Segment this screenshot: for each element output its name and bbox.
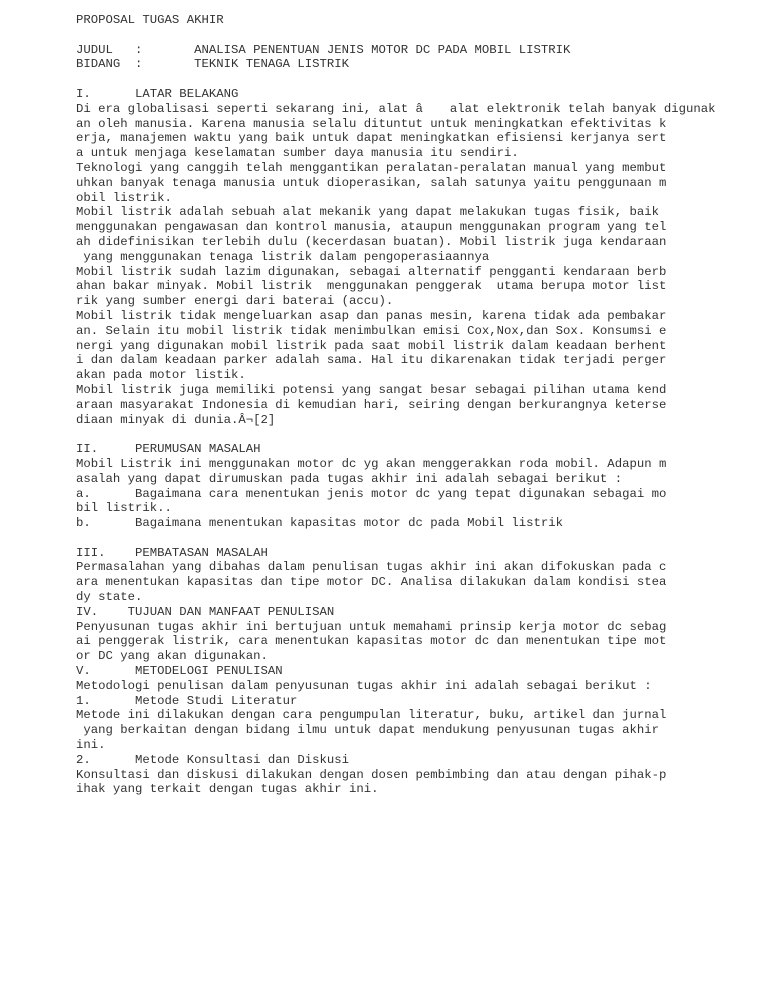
spacer [76,427,756,442]
body-line: Mobil listrik juga memiliki potensi yang sangat besar sebagai pilihan utama kend [76,382,667,397]
bidang-line: BIDANG : TEKNIK TENAGA LISTRIK [76,57,350,72]
body-line: araan masyarakat Indonesia di kemudian hari, seiring dengan berkurangnya keterse [76,397,667,412]
body-line: ahan bakar minyak. Mobil listrik menggunakan penggerak utama berupa motor list [76,279,667,294]
document-page [76,13,756,797]
body-line: ai penggerak listrik, cara menentukan kapasitas motor dc dan menentukan tipe mot [76,634,667,649]
section-title-latar-belakang: I. LATAR BELAKANG [76,86,239,101]
body-line: a untuk menjaga keselamatan sumber daya manusia itu sendiri. [76,146,519,161]
section-title-perumusan-masalah: II. PERUMUSAN MASALAH [76,442,261,457]
body-line: menggunakan pengawasan dan kontrol manusia, ataupun menggunakan program yang tel [76,220,667,235]
body-line: nergi yang digunakan mobil listrik pada saat mobil listrik dalam keadaan berhent [76,338,667,353]
body-line: i dan dalam keadaan parker adalah sama. Hal itu dikarenakan tidak terjadi perger [76,353,667,368]
body-line: an oleh manusia. Karena manusia selalu dituntut untuk meningkatkan efektivitas k [76,116,667,131]
body-line: Di era globalisasi seperti sekarang ini, alat â alat elektronik telah banyak digunak [76,101,716,116]
body-line: erja, manajemen waktu yang baik untuk dapat meningkatkan efisiensi kerjanya sert [76,131,667,146]
body-line: Permasalahan yang dibahas dalam penulisan tugas akhir ini akan difokuskan pada c [76,560,667,575]
body-line: ihak yang terkait dengan tugas akhir ini. [76,782,379,797]
body-line: obil listrik. [76,190,172,205]
list-item-b: b. Bagaimana menentukan kapasitas motor dc pada Mobil listrik [76,516,564,531]
body-line: Mobil listrik adalah sebuah alat mekanik yang dapat melakukan tugas fisik, baik [76,205,659,220]
body-line: Mobil listrik tidak mengeluarkan asap dan panas mesin, karena tidak ada pembakar [76,308,667,323]
body-line: Mobil Listrik ini menggunakan motor dc yg akan menggerakkan roda mobil. Adapun m [76,456,667,471]
spacer [76,72,756,87]
body-line: ah didefinisikan terlebih dulu (kecerdasan buatan). Mobil listrik juga kendaraan [76,234,667,249]
body-line: uhkan banyak tenaga manusia untuk dioperasikan, salah satunya yaitu penggunaan m [76,175,667,190]
list-item-a: a. Bagaimana cara menentukan jenis motor dc yang tepat digunakan sebagai mo [76,486,667,501]
body-line: Konsultasi dan diskusi dilakukan dengan dosen pembimbing dan atau dengan pihak-p [76,767,667,782]
body-line: rik yang sumber energi dari baterai (accu). [76,294,394,309]
body-line: or DC yang akan digunakan. [76,649,268,664]
body-line: dy state. [76,590,143,605]
judul-line: JUDUL : ANALISA PENENTUAN JENIS MOTOR DC PADA MOBIL LISTRIK [76,42,571,57]
body-line: Metodologi penulisan dalam penyusunan tugas akhir ini adalah sebagai berikut : [76,678,652,693]
spacer [76,28,756,43]
body-line: Penyusunan tugas akhir ini bertujuan untuk memahami prinsip kerja motor dc sebag [76,619,667,634]
body-line: bil listrik.. [76,501,172,516]
list-item-2: 2. Metode Konsultasi dan Diskusi [76,752,350,767]
body-line: Metode ini dilakukan dengan cara pengumpulan literatur, buku, artikel dan jurnal [76,708,667,723]
body-line: yang menggunakan tenaga listrik dalam pengoperasiaannya [76,249,490,264]
body-line: Mobil listrik sudah lazim digunakan, sebagai alternatif pengganti kendaraan berb [76,264,667,279]
section-title-tujuan-manfaat: IV. TUJUAN DAN MANFAAT PENULISAN [76,604,335,619]
body-line: diaan minyak di dunia.Â¬[2] [76,412,276,427]
body-line: an. Selain itu mobil listrik tidak menimbulkan emisi Cox,Nox,dan Sox. Konsumsi e [76,323,667,338]
section-title-pembatasan-masalah: III. PEMBATASAN MASALAH [76,545,268,560]
list-item-1: 1. Metode Studi Literatur [76,693,298,708]
body-line: ara menentukan kapasitas dan tipe motor DC. Analisa dilakukan dalam kondisi stea [76,575,667,590]
document-heading: PROPOSAL TUGAS AKHIR [76,13,224,27]
body-line: yang berkaitan dengan bidang ilmu untuk dapat mendukung penyusunan tugas akhir [76,723,659,738]
body-line: ini. [76,738,106,753]
body-line: akan pada motor listik. [76,368,246,383]
spacer [76,531,756,546]
section-title-metodelogi: V. METODELOGI PENULISAN [76,664,283,679]
body-line: Teknologi yang canggih telah menggantikan peralatan-peralatan manual yang membut [76,160,667,175]
body-line: asalah yang dapat dirumuskan pada tugas akhir ini adalah sebagai berikut : [76,471,623,486]
